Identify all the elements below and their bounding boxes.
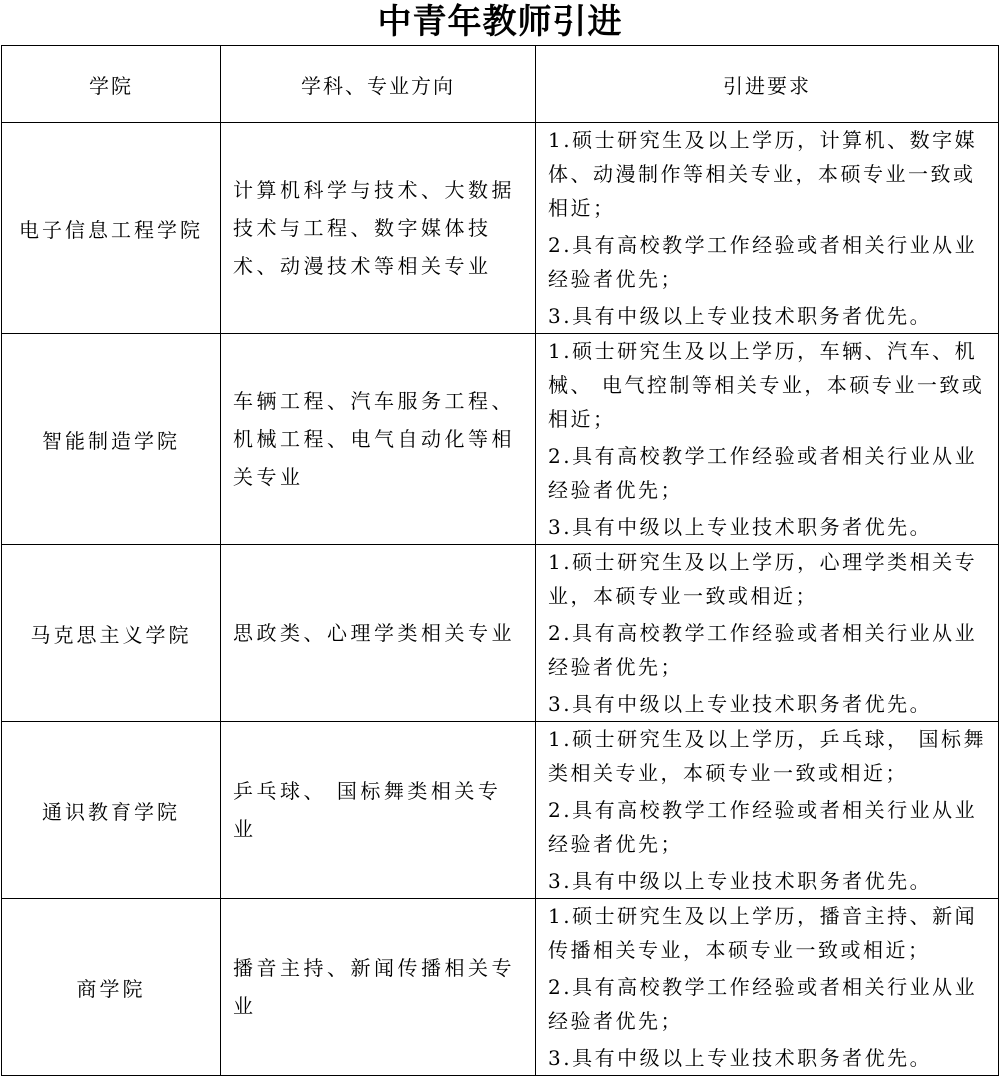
college-cell: 商学院 <box>2 899 221 1076</box>
major-cell: 播音主持、新闻传播相关专业 <box>221 899 536 1076</box>
header-major: 学科、专业方向 <box>221 46 536 123</box>
requirement-item: 3.具有中级以上专业技术职务者优先。 <box>548 692 933 716</box>
header-college: 学院 <box>2 46 221 123</box>
requirement-item: 3.具有中级以上专业技术职务者优先。 <box>548 304 933 328</box>
requirement-item: 2.具有高校教学工作经验或者相关行业从业经验者优先； <box>548 444 978 502</box>
requirement-item: 2.具有高校教学工作经验或者相关行业从业经验者优先； <box>548 975 978 1033</box>
recruitment-table <box>1 45 999 1076</box>
requirement-item: 2.具有高校教学工作经验或者相关行业从业经验者优先； <box>548 798 978 856</box>
college-cell: 通识教育学院 <box>2 722 221 899</box>
table-row <box>2 722 999 899</box>
major-cell: 车辆工程、汽车服务工程、机械工程、电气自动化等相关专业 <box>221 334 536 545</box>
requirement-item: 1.硕士研究生及以上学历，车辆、汽车、机械、 电气控制等相关专业，本硕专业一致或相近； <box>548 339 985 431</box>
requirements-cell <box>536 545 999 722</box>
requirement-item: 1.硕士研究生及以上学历，心理学类相关专业，本硕专业一致或相近； <box>548 550 978 608</box>
requirements-cell <box>536 334 999 545</box>
major-cell: 思政类、心理学类相关专业 <box>221 545 536 722</box>
requirements-cell <box>536 722 999 899</box>
requirements-cell <box>536 899 999 1076</box>
header-requirements: 引进要求 <box>536 46 999 123</box>
requirement-item: 2.具有高校教学工作经验或者相关行业从业经验者优先； <box>548 233 978 291</box>
major-cell: 计算机科学与技术、大数据技术与工程、数字媒体技术、动漫技术等相关专业 <box>221 123 536 334</box>
requirement-item: 3.具有中级以上专业技术职务者优先。 <box>548 1046 933 1070</box>
college-cell: 电子信息工程学院 <box>2 123 221 334</box>
requirement-item: 1.硕士研究生及以上学历，计算机、数字媒体、动漫制作等相关专业，本硕专业一致或相近； <box>548 128 978 220</box>
table-row <box>2 334 999 545</box>
page-title: 中青年教师引进 <box>377 2 623 42</box>
major-cell: 乒乓球、 国标舞类相关专业 <box>221 722 536 899</box>
requirements-cell <box>536 123 999 334</box>
requirement-item: 3.具有中级以上专业技术职务者优先。 <box>548 515 933 539</box>
table-header-row <box>2 46 999 123</box>
requirement-item: 1.硕士研究生及以上学历，播音主持、新闻传播相关专业，本硕专业一致或相近； <box>548 904 978 962</box>
requirement-item: 1.硕士研究生及以上学历，乒乓球， 国标舞类相关专业，本硕专业一致或相近； <box>548 727 986 785</box>
table-row <box>2 123 999 334</box>
requirement-item: 3.具有中级以上专业技术职务者优先。 <box>548 869 933 893</box>
college-cell: 马克思主义学院 <box>2 545 221 722</box>
requirement-item: 2.具有高校教学工作经验或者相关行业从业经验者优先； <box>548 621 978 679</box>
table-row <box>2 899 999 1076</box>
college-cell: 智能制造学院 <box>2 334 221 545</box>
table-row <box>2 545 999 722</box>
